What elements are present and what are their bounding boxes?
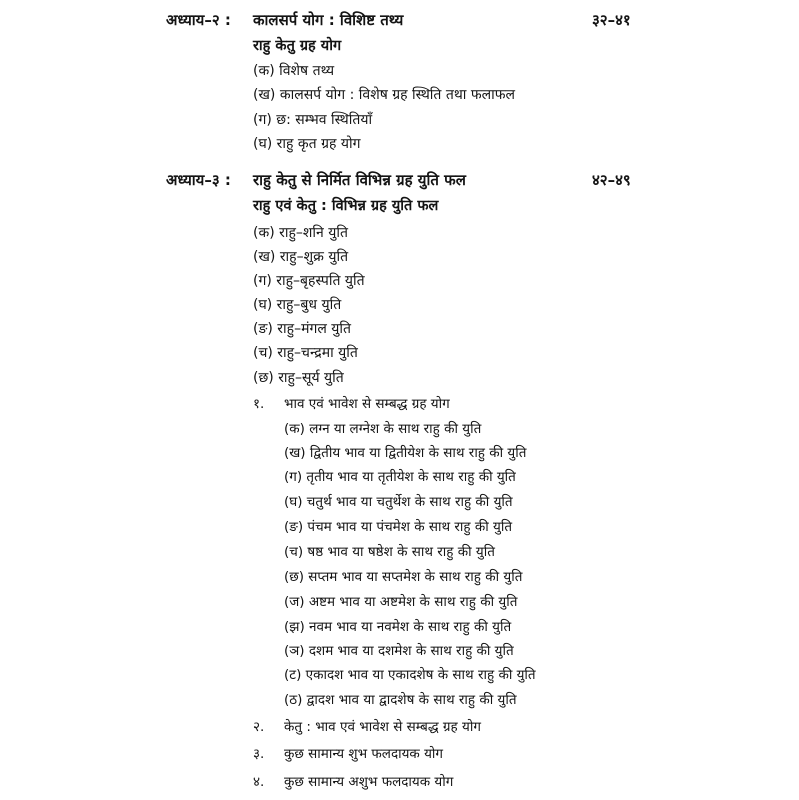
section-1-item: (क) लग्न या लग्नेश के साथ राहु की युति bbox=[284, 421, 482, 437]
section-1-item: (ख) द्वितीय भाव या द्वितीयेश के साथ राहु की युति bbox=[284, 445, 527, 461]
section-1-item: (ञ) दशम भाव या दशमेश के साथ राहु की युति bbox=[284, 643, 514, 659]
section-1-item: (घ) चतुर्थ भाव या चतुर्थेश के साथ राहु की युति bbox=[284, 494, 513, 510]
section-1-item: (छ) सप्तम भाव या सप्तमेश के साथ राहु की युति bbox=[284, 569, 523, 585]
chapter-3-item: (ङ) राहु–मंगल युति bbox=[253, 321, 351, 337]
section-2-title: केतु : भाव एवं भावेश से सम्बद्ध ग्रह योग bbox=[284, 719, 481, 735]
chapter-2-title: कालसर्प योग : विशिष्ट तथ्य bbox=[253, 11, 404, 29]
section-4-title: कुछ सामान्य अशुभ फलदायक योग bbox=[284, 774, 454, 790]
chapter-2-item: (क) विशेष तथ्य bbox=[253, 63, 335, 79]
section-3-title: कुछ सामान्य शुभ फलदायक योग bbox=[284, 746, 444, 762]
chapter-3-item: (छ) राहु–सूर्य युति bbox=[253, 370, 344, 386]
section-1-item: (ङ) पंचम भाव या पंचमेश के साथ राहु की युति bbox=[284, 519, 513, 535]
chapter-3-item: (घ) राहु–बुध युति bbox=[253, 297, 342, 313]
section-1-item: (ठ) द्वादश भाव या द्वादशेष के साथ राहु की युति bbox=[284, 692, 517, 708]
chapter-2-item: (ग) छ: सम्भव स्थितियाँ bbox=[253, 112, 373, 128]
section-3-number: ३. bbox=[253, 746, 265, 762]
chapter-3-item: (च) राहु–चन्द्रमा युति bbox=[253, 345, 358, 361]
chapter-3-pages: ४२–४९ bbox=[592, 171, 631, 189]
chapter-2-item: (घ) राहु कृत ग्रह योग bbox=[253, 136, 361, 152]
section-1-item: (च) षष्ठ भाव या षष्ठेश के साथ राहु की युति bbox=[284, 544, 495, 560]
chapter-2-pages: ३२–४१ bbox=[592, 11, 631, 29]
chapter-2-label: अध्याय–२ : bbox=[166, 11, 231, 29]
section-1-item: (झ) नवम भाव या नवमेश के साथ राहु की युति bbox=[284, 619, 512, 635]
section-2-number: २. bbox=[253, 719, 265, 735]
section-1-title: भाव एवं भावेश से सम्बद्ध ग्रह योग bbox=[284, 396, 450, 412]
section-1-item: (ग) तृतीय भाव या तृतीयेश के साथ राहु की युति bbox=[284, 469, 516, 485]
chapter-3-item: (क) राहु–शनि युति bbox=[253, 225, 349, 241]
section-4-number: ४. bbox=[253, 774, 265, 790]
section-1-item: (ट) एकादश भाव या एकादशेष के साथ राहु की युति bbox=[284, 667, 536, 683]
chapter-3-label: अध्याय–३ : bbox=[166, 171, 231, 189]
chapter-2-item: (ख) कालसर्प योग : विशेष ग्रह स्थिति तथा फलाफल bbox=[253, 87, 516, 103]
section-1-item: (ज) अष्टम भाव या अष्टमेश के साथ राहु की युति bbox=[284, 594, 518, 610]
chapter-3-subtitle: राहु एवं केतु : विभिन्न ग्रह युति फल bbox=[253, 198, 439, 214]
section-1-number: १. bbox=[253, 396, 265, 412]
chapter-2-subtitle: राहु केतु ग्रह योग bbox=[253, 38, 342, 54]
chapter-3-item: (ख) राहु–शुक्र युति bbox=[253, 249, 349, 265]
chapter-3-item: (ग) राहु–बृहस्पति युति bbox=[253, 273, 365, 289]
chapter-3-title: राहु केतु से निर्मित विभिन्न ग्रह युति फल bbox=[253, 171, 466, 189]
